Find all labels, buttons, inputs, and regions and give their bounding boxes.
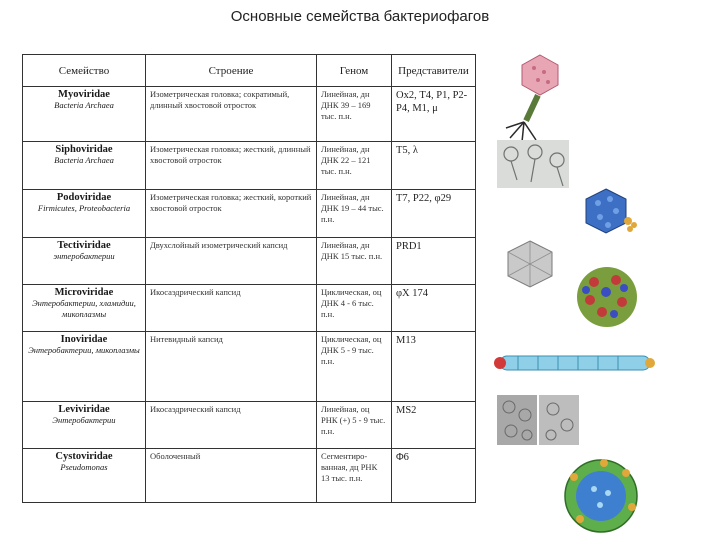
structure-cell: Двухслойный изометрический капсид (146, 238, 317, 285)
siphovirus-image (497, 140, 569, 188)
family-name: Microviridae (54, 287, 114, 298)
genome-cell: Линейная, дн ДНК 39 – 169 тыс. п.н. (317, 87, 392, 142)
page-title: Основные семейства бактериофагов (230, 8, 490, 25)
structure-cell: Икосаэдрический капсид (146, 285, 317, 332)
representatives-cell: Т5, λ (392, 142, 476, 190)
header-structure: Строение (146, 55, 317, 87)
representatives-cell: MS2 (392, 402, 476, 449)
family-name: Leviviridae (58, 404, 110, 415)
structure-cell: Нитевидный капсид (146, 332, 317, 402)
table-row (23, 402, 476, 449)
table-row (23, 87, 476, 142)
families-table (22, 54, 476, 503)
family-hosts: энтеробактерии (53, 251, 115, 261)
genome-cell: Циклическая, оц ДНК 4 - 6 тыс. п.н. (317, 285, 392, 332)
representatives-cell: Φ6 (392, 449, 476, 503)
representatives-cell: M13 (392, 332, 476, 402)
family-hosts: Энтеробактерии (52, 415, 116, 425)
family-name: Siphoviridae (55, 144, 113, 155)
representatives-cell: φX 174 (392, 285, 476, 332)
levivirus-image (497, 395, 579, 445)
header-family: Семейство (23, 55, 146, 87)
genome-cell: Линейная, дн ДНК 19 – 44 тыс. п.н. (317, 190, 392, 238)
table-row (23, 238, 476, 285)
family-hosts: Pseudomonas (60, 462, 108, 472)
family-name: Tectiviridae (57, 240, 111, 251)
family-name: Inoviridae (60, 334, 108, 345)
table-row (23, 449, 476, 503)
family-hosts: Firmicutes, Proteobacteria (37, 203, 131, 213)
structure-cell: Изометрическая головка; сократимый, длинный хвостовой отросток (146, 87, 317, 142)
family-name: Myoviridae (58, 89, 110, 100)
representatives-cell: Т7, Р22, φ29 (392, 190, 476, 238)
genome-cell: Линейная, дн ДНК 22 – 121 тыс. п.н. (317, 142, 392, 190)
structure-cell: Изометрическая головка; жесткий, длинный хвостовой отросток (146, 142, 317, 190)
header-representatives: Представители (392, 55, 476, 87)
family-name: Podoviridae (56, 192, 112, 203)
family-hosts: Bacteria Archaea (54, 100, 114, 110)
microvirus-image (572, 262, 642, 332)
inovirus-image (488, 336, 663, 391)
myovirus-image (500, 50, 570, 145)
table-row (23, 190, 476, 238)
cystovirus-image (560, 455, 642, 537)
family-name: Cystoviridae (55, 451, 113, 462)
representatives-cell: Ох2, Т4, Р1, Р2-Р4, М1, μ (392, 87, 476, 142)
table-header-row (23, 55, 476, 87)
representatives-cell: PRD1 (392, 238, 476, 285)
phage-head-shape (522, 55, 558, 95)
table-row (23, 142, 476, 190)
genome-cell: Сегментиро-ванная, дц РНК 13 тыс. п.н. (317, 449, 392, 503)
structure-cell: Оболоченный (146, 449, 317, 503)
tectivirus-image (500, 238, 560, 290)
structure-cell: Изометрическая головка; жесткий, короткий хвостовой отросток (146, 190, 317, 238)
podovirus-image (578, 185, 648, 245)
phage-tail-shape (523, 94, 540, 122)
header-genome: Геном (317, 55, 392, 87)
genome-cell: Линейная, оц РНК (+) 5 - 9 тыс. п.н. (317, 402, 392, 449)
family-hosts: Энтеробактерии, хламидии, микоплазмы (32, 298, 136, 319)
family-hosts: Энтеробактерии, микоплазмы (28, 345, 140, 355)
structure-cell: Икосаэдрический капсид (146, 402, 317, 449)
family-hosts: Bacteria Archaea (54, 155, 114, 165)
phage-legs-shape (506, 122, 536, 142)
table-row (23, 332, 476, 402)
genome-cell: Линейная, дн ДНК 15 тыс. п.н. (317, 238, 392, 285)
table-row (23, 285, 476, 332)
genome-cell: Циклическая, оц ДНК 5 - 9 тыс. п.н. (317, 332, 392, 402)
